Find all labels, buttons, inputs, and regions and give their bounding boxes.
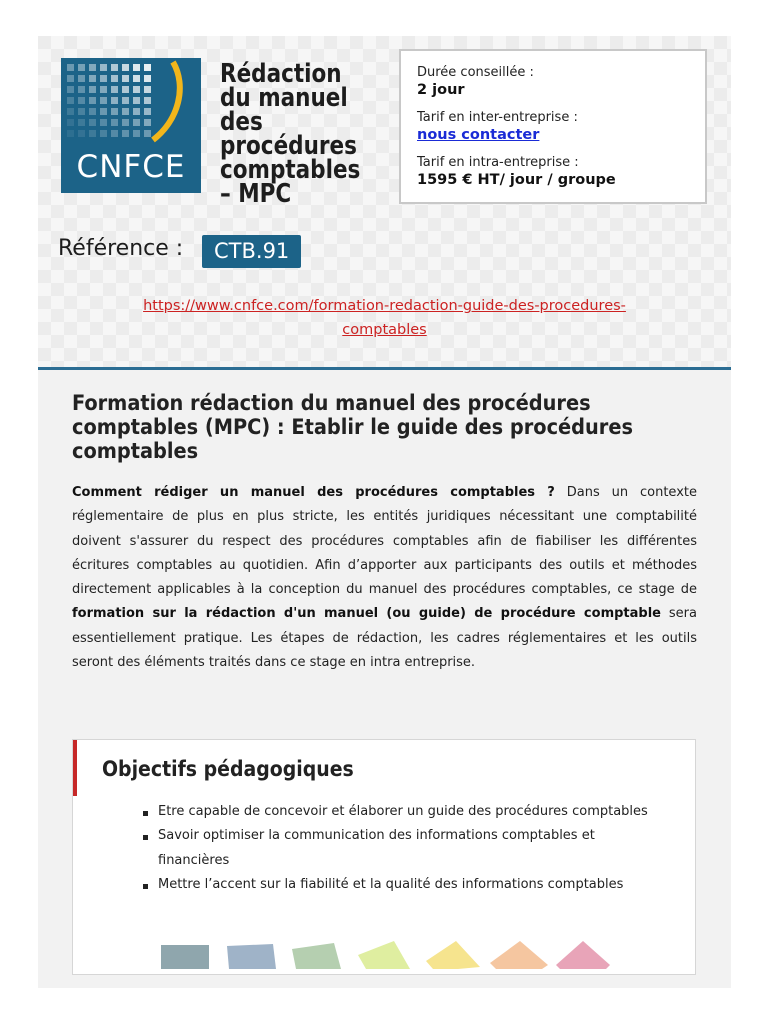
title-line: Rédaction <box>220 59 342 89</box>
objective-item: Mettre l’accent sur la fiabilité et la qualité des informations comptables <box>134 873 654 897</box>
objectives-title: Objectifs pédagogiques <box>102 757 354 781</box>
objective-item: Etre capable de concevoir et élaborer un guide des procédures comptables <box>134 800 654 824</box>
page <box>38 36 731 988</box>
course-url-link[interactable] <box>78 294 691 342</box>
header-divider <box>38 367 731 370</box>
inter-price-label: Tarif en inter-entreprise : <box>417 110 578 125</box>
deco-square-icon <box>292 943 341 969</box>
title-line: procédures <box>220 131 357 161</box>
objectives-card <box>72 739 696 975</box>
url-line-2: comptables <box>342 322 427 338</box>
logo-text: CNFCE <box>76 149 186 185</box>
intra-price-label: Tarif en intra-entreprise : <box>417 155 579 170</box>
intro-question: Comment rédiger un manuel des procédures comptables ? <box>72 485 555 500</box>
objective-item: Savoir optimiser la communication des informations comptables et financières <box>134 824 654 873</box>
intro-bold-phrase: formation sur la rédaction d'un manuel (ou guide) de procédure comptable <box>72 606 661 622</box>
intro-paragraph <box>72 481 697 675</box>
objectives-list <box>134 800 654 897</box>
main-heading: Formation rédaction du manuel des procédures comptables (MPC) : Etablir le guide des procédures comptables <box>72 391 633 464</box>
url-line-1: https://www.cnfce.com/formation-redaction-guide-des-procedures- <box>143 298 626 314</box>
deco-diamond-icon <box>426 941 480 969</box>
deco-square-icon <box>358 941 410 969</box>
deco-diamond-icon <box>490 941 548 969</box>
objectives-accent-bar <box>73 740 77 796</box>
duration-label: Durée conseillée : <box>417 65 534 80</box>
deco-square-icon <box>161 945 209 969</box>
cnfce-logo <box>61 58 201 193</box>
course-header <box>38 36 731 368</box>
intro-text-2: sera essentiellement pratique. Les étapes de rédaction, les cadres réglementaires et les outils seront des éléments traités dans ce stage en intra entreprise. <box>72 606 697 671</box>
deco-square-icon <box>227 944 276 969</box>
title-line: du manuel <box>220 83 348 113</box>
title-line: comptables <box>220 155 361 185</box>
pricing-info-box <box>399 49 707 204</box>
decorative-shapes-icon <box>158 941 618 969</box>
reference-badge: CTB.91 <box>202 235 301 268</box>
duration-value: 2 jour <box>417 82 465 98</box>
deco-diamond-icon <box>556 941 610 969</box>
course-title <box>220 59 410 209</box>
intro-text-1: Dans un contexte réglementaire de plus en plus stricte, les entités juridiques nécessitant une comptabilité doivent s'assurer du respect des procédures comptables afin de fiabiliser les différentes écritures comptables au quotidien. Afin d’apporter aux participants des outils et méthodes directement applicables à la conception du manuel des procédures comptables, ce stage de <box>72 485 697 598</box>
reference-label: Référence : <box>58 236 184 261</box>
contact-link[interactable]: nous contacter <box>417 127 540 143</box>
intra-price-value: 1595 € HT/ jour / groupe <box>417 172 616 188</box>
title-line: – MPC <box>220 179 292 209</box>
title-line: des <box>220 107 263 137</box>
